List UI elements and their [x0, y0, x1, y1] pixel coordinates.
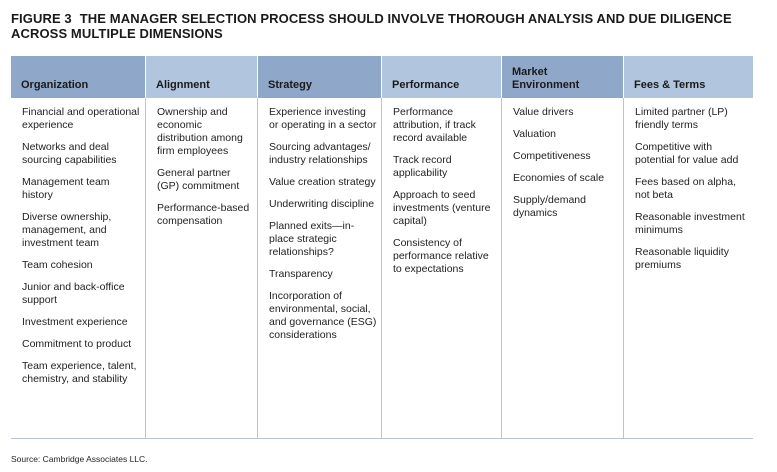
table-header-row	[11, 56, 753, 98]
dimensions-table	[11, 56, 753, 439]
column-fees-terms	[624, 98, 753, 438]
list-item: Underwriting discipline	[269, 198, 375, 210]
column-header-performance: Performance	[382, 56, 502, 98]
list-item: Reasonable liquidity premiums	[635, 246, 729, 271]
list-item: Transparency	[269, 268, 333, 280]
list-item: Networks and deal sourcing capabilities	[22, 141, 117, 166]
list-item: Financial and operational experience	[22, 106, 140, 131]
column-header-fees-terms: Fees & Terms	[624, 56, 753, 98]
column-organization	[11, 98, 146, 438]
list-item: Team experience, talent, chemistry, and stability	[22, 360, 137, 385]
list-item: General partner (GP) commitment	[157, 167, 240, 192]
list-item: Value drivers	[513, 106, 574, 118]
figure-title-text: THE MANAGER SELECTION PROCESS SHOULD INVOLVE THOROUGH ANALYSIS AND DUE DILIGENCE ACROSS MULTIPLE DIMENSIONS	[11, 11, 732, 41]
list-item: Supply/demand dynamics	[513, 194, 586, 219]
source-note: Source: Cambridge Associates LLC.	[11, 454, 148, 464]
figure-number: FIGURE 3	[11, 11, 72, 26]
list-item: Sourcing advantages/ industry relationships	[269, 141, 371, 166]
list-item: Team cohesion	[22, 259, 93, 271]
column-header-alignment: Alignment	[146, 56, 258, 98]
list-item: Competitive with potential for value add	[635, 141, 739, 166]
list-item: Management team history	[22, 176, 110, 201]
list-item: Junior and back-office support	[22, 281, 125, 306]
list-item: Limited partner (LP) friendly terms	[635, 106, 728, 131]
figure-title	[11, 11, 771, 41]
list-item: Ownership and economic distribution among firm employees	[157, 106, 243, 157]
list-item: Planned exits—in-place strategic relationships?	[269, 220, 355, 258]
list-item: Investment experience	[22, 316, 128, 328]
list-item: Reasonable investment minimums	[635, 211, 745, 236]
list-item: Commitment to product	[22, 338, 132, 350]
list-item: Performance-based compensation	[157, 202, 250, 227]
list-item: Experience investing or operating in a sector	[269, 106, 377, 131]
column-alignment	[146, 98, 258, 438]
column-performance	[382, 98, 502, 438]
list-item: Competitiveness	[513, 150, 591, 162]
table-body-row	[11, 98, 753, 438]
list-item: Value creation strategy	[269, 176, 376, 188]
list-item: Incorporation of environmental, social, and governance (ESG) considerations	[269, 290, 377, 341]
list-item: Economies of scale	[513, 172, 605, 184]
list-item: Consistency of performance relative to expectations	[393, 237, 489, 275]
column-header-strategy: Strategy	[258, 56, 382, 98]
column-header-market-environment: Market Environment	[502, 56, 624, 98]
list-item: Diverse ownership, management, and investment team	[22, 211, 112, 249]
list-item: Track record applicability	[393, 154, 452, 179]
list-item: Valuation	[513, 128, 557, 140]
column-header-organization: Organization	[11, 56, 146, 98]
list-item: Fees based on alpha, not beta	[635, 176, 736, 201]
list-item: Approach to seed investments (venture capital)	[393, 189, 491, 227]
column-market-environment	[502, 98, 624, 438]
list-item: Performance attribution, if track record available	[393, 106, 476, 144]
column-strategy	[258, 98, 382, 438]
